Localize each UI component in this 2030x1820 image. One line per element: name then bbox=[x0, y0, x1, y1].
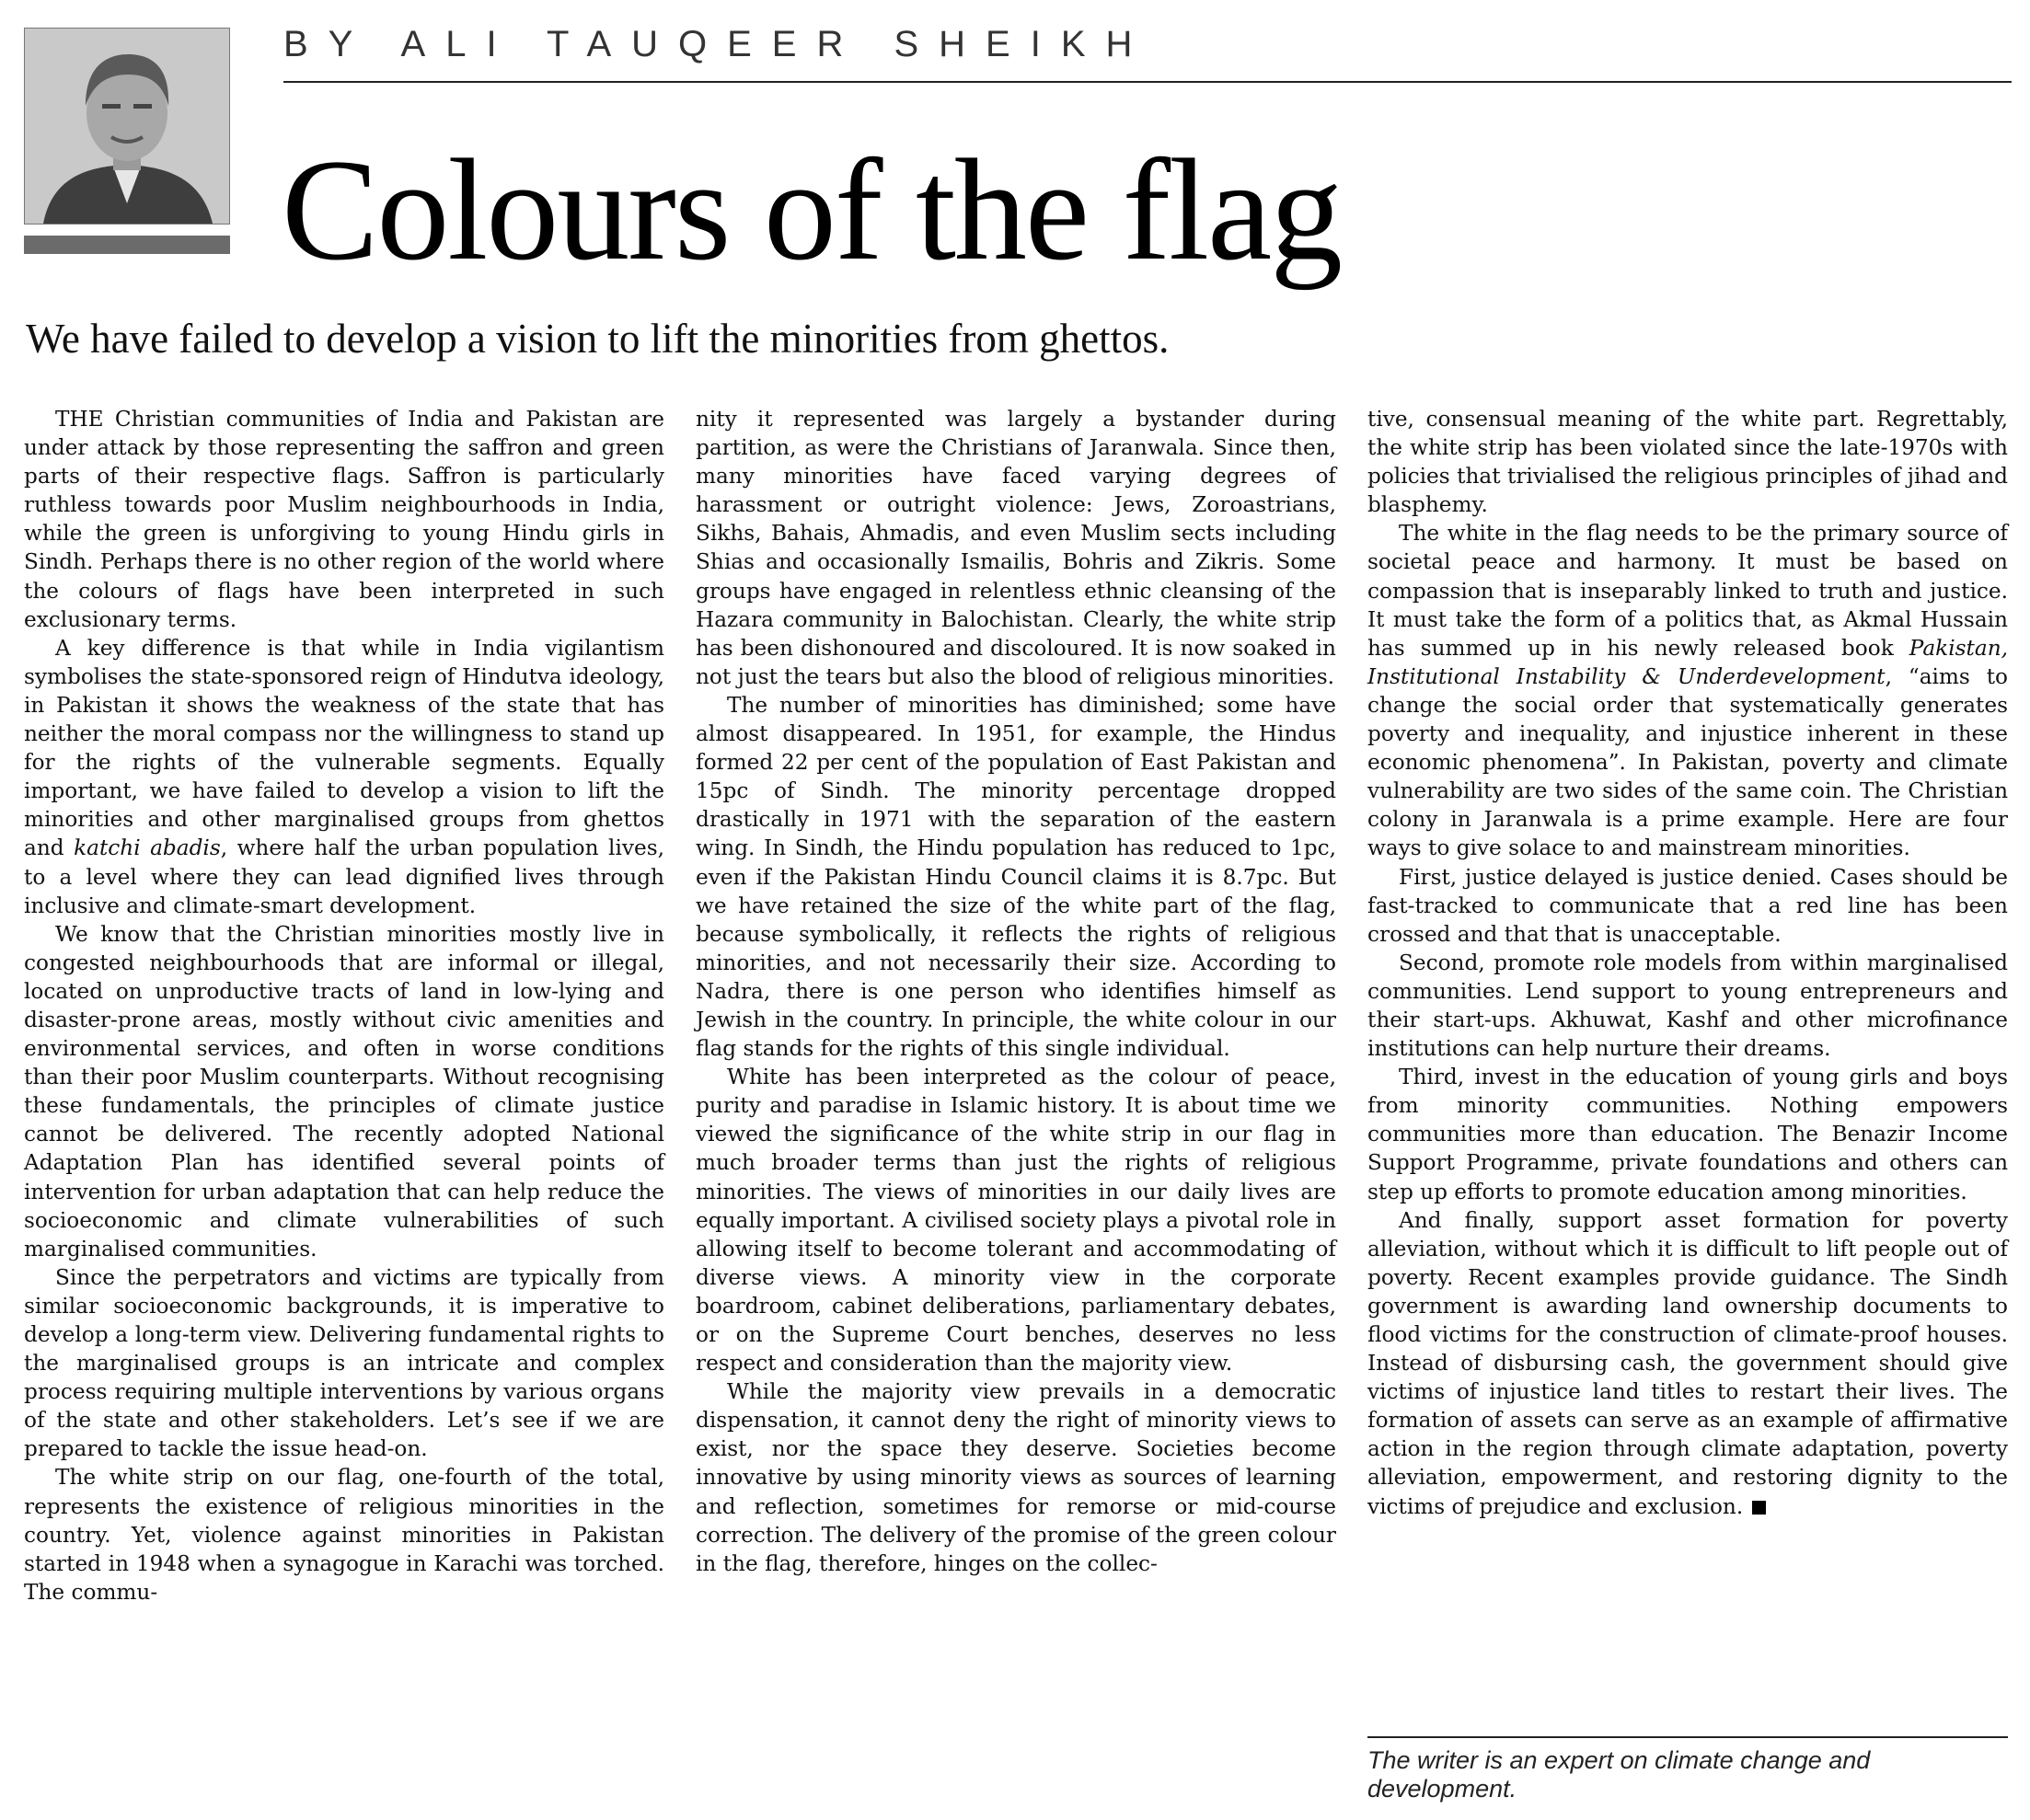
paragraph: tive, consensual meaning of the white part. Regrettably, the white strip has been violated since the late-1970s with policies that trivialised the religious principles of jihad and blasphemy. bbox=[1367, 407, 2008, 518]
paragraph: And finally, support asset formation for poverty alleviation, without which it is difficult to lift people out of poverty. Recent examples provide guidance. The Sindh government is awarding land ownership documents to flood victims for the construction of climate-proof houses. Instead of disbursing cash, the government should give victims of injustice land titles to restart their lives. The formation of assets can serve as an example of affirmative action in the region through climate adaptation, poverty alleviation, empowerment, and restoring dignity to the victims of prejudice and exclusion. bbox=[1367, 1207, 2008, 1519]
paragraph: The white strip on our flag, one-fourth of the total, represents the existence of religious minorities in the country. Yet, violence against minorities in Pakistan started in 1948 when a synagogue in Karachi was torched. The commu- bbox=[24, 1465, 664, 1605]
paragraph: We know that the Christian minorities mostly live in congested neighbourhoods that are informal or illegal, located on unproductive tracts of land in low-lying and disaster-prone areas, mostly without civic amenities and environmental services, and often in worse conditions than their poor Muslim counterparts. Without recognising these fundamentals, the principles of climate justice cannot be delivered. The recently adopted National Adaptation Plan has identified several points of intervention for urban adaptation that can help reduce the socioeconomic and climate vulnerabilities of such marginalised communities. bbox=[24, 921, 664, 1261]
end-mark-icon bbox=[1752, 1501, 1766, 1515]
paragraph: First, justice delayed is justice denied. Cases should be fast-tracked to communicate that a red line has been crossed and that that is unacceptable. bbox=[1367, 864, 2008, 947]
portrait-bar bbox=[24, 236, 230, 254]
paragraph: The number of minorities has diminished; some have almost disappeared. In 1951, for example, the Hindus formed 22 per cent of the population of East Pakistan and 15pc of Sindh. The minority percentage dropped drastically in 1971 with the separation of the eastern wing. In Sindh, the Hindu population has reduced to 1pc, even if the Pakistan Hindu Council claims it is 8.7pc. But we have retained the size of the white part of the flag, because symbolically, it reflects the rights of religious minorities, and not necessarily their size. According to Nadra, there is one person who identifies himself as Jewish in the country. In principle, the white colour in our flag stands for the rights of this single individual. bbox=[696, 692, 1336, 1062]
paragraph: Second, promote role models from within marginalised communities. Lend support to young entrepreneurs and their start-ups. Akhuwat, Kashf and other microfinance institutions can help nurture their dreams. bbox=[1367, 950, 2008, 1062]
paragraph: Third, invest in the education of young girls and boys from minority communities. Nothing empowers communities more than education. The Benazir Income Support Programme, private foundations and others can step up efforts to promote education among minorities. bbox=[1367, 1065, 2008, 1204]
headline: Colours of the flag bbox=[282, 130, 1342, 291]
paragraph: While the majority view prevails in a democratic dispensation, it cannot deny the right of minority views to exist, nor the space they deserve. Societies become innovative by using minority views as sources of learning and reflection, sometimes for remorse or mid-course correction. The delivery of the promise of the green colour in the flag, therefore, hinges on the collec- bbox=[696, 1379, 1336, 1576]
paragraph: White has been interpreted as the colour of peace, purity and paradise in Islamic history. It is about time we viewed the significance of the white strip in our flag in much broader terms than just the rights of religious minorities. The views of minorities in our daily lives are equally important. A civilised society plays a pivotal role in allowing itself to become tolerant and accommodating of diverse views. A minority view in the corporate boardroom, cabinet deliberations, parliamentary debates, or on the Supreme Court benches, deserves no less respect and consideration than the majority view. bbox=[696, 1065, 1336, 1377]
byline: BY ALI TAUQEER SHEIKH bbox=[283, 24, 1153, 64]
author-portrait-icon bbox=[24, 28, 230, 225]
paragraph: nity it represented was largely a bystander during partition, as were the Christians of Jaranwala. Since then, many minorities have faced varying degrees of harassment or outright violence: Jews, Zoroastrians, Sikhs, Bahais, Ahmadis, and even Muslim sects including Shias and occasionally Ismailis, Bohris and Zikris. Some groups have engaged in relentless ethnic cleansing of the Hazara community in Balochistan. Clearly, the white strip has been dishonoured and discoloured. It is now soaked in not just the tears but also the blood of religious minorities. bbox=[696, 407, 1336, 689]
article-column-2 bbox=[696, 405, 1336, 1578]
paragraph: The white in the flag needs to be the primary source of societal peace and harmony. It must be based on compassion that is inseparably linked to truth and justice. It must take the form of a politics that, as Akmal Hussain has summed up in his newly released book Pakistan, Institutional Instability & Underdevelopment, “aims to change the social order that systematically generates poverty and inequality, and injustice inherent in these economic phenomena”. In Pakistan, poverty and climate vulnerability are two sides of the same coin. The Christian colony in Jaranwala is a prime example. Here are four ways to give solace to and mainstream minorities. bbox=[1367, 521, 2009, 861]
footer-rule bbox=[1367, 1736, 2008, 1738]
paragraph: A key difference is that while in India vigilantism symbolises the state-sponsored reign of Hindutva ideology, in Pakistan it shows the weakness of the state that has neither the moral compass nor the willingness to stand up for the rights of the vulnerable segments. Equally important, we have failed to develop a vision to lift the minorities and other marginalised groups from ghettos and katchi abadis, where half the urban population lives, to a level where they can lead dignified lives through inclusive and climate-smart development. bbox=[24, 635, 664, 918]
article-column-3 bbox=[1367, 405, 2008, 1521]
paragraph: THE Christian communities of India and Pakistan are under attack by those representing the saffron and green parts of their respective flags. Saffron is particularly ruthless towards poor Muslim neighbourhoods in India, while the green is unforgiving to young Hindu girls in Sindh. Perhaps there is no other region of the world where the colours of flags have been interpreted in such exclusionary terms. bbox=[24, 407, 664, 632]
standfirst: We have failed to develop a vision to lift the minorities from ghettos. bbox=[26, 316, 1170, 362]
paragraph: Since the perpetrators and victims are typically from similar socioeconomic backgrounds, it is imperative to develop a long-term view. Delivering fundamental rights to the marginalised groups is an intricate and complex process requiring multiple interventions by various organs of the state and other stakeholders. Let’s see if we are prepared to tackle the issue head-on. bbox=[24, 1264, 664, 1462]
header-rule bbox=[283, 81, 2012, 83]
article-column-1 bbox=[24, 405, 664, 1607]
author-note: The writer is an expert on climate change and development. bbox=[1367, 1746, 1871, 1803]
